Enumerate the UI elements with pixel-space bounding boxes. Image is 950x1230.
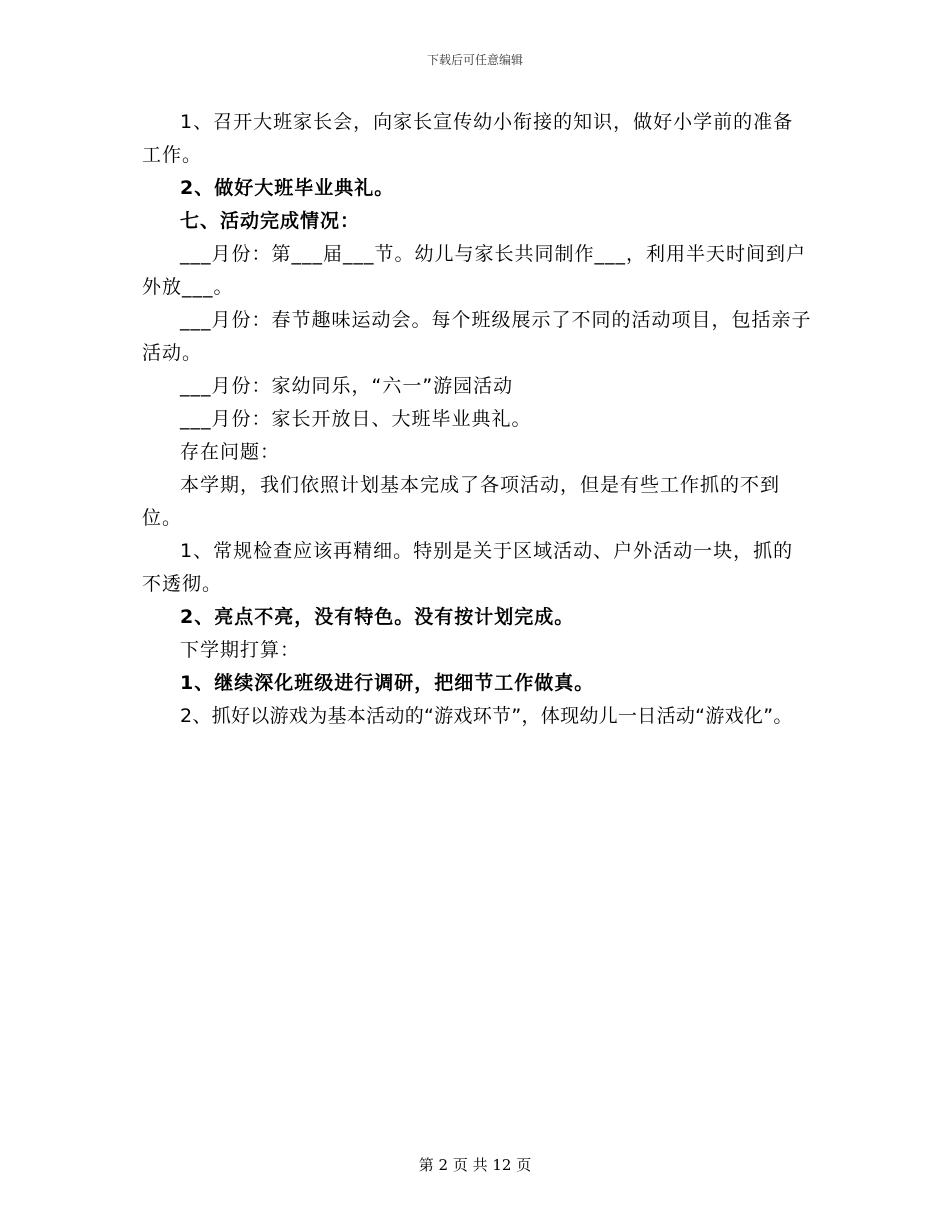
paragraph-5: ___月份：春节趣味运动会。每个班级展示了不同的活动项目，包括亲子活动。 [142, 309, 812, 364]
paragraph-6: ___月份：家幼同乐，“六一”游园活动 [180, 375, 514, 397]
paragraph-10: 1、常规检查应该再精细。特别是关于区域活动、户外活动一块，抓的不透彻。 [142, 540, 794, 595]
document-body [142, 106, 812, 733]
paragraph-7: ___月份：家长开放日、大班毕业典礼。 [180, 408, 532, 430]
paragraph-1: 1、召开大班家长会，向家长宣传幼小衔接的知识，做好小学前的准备工作。 [142, 111, 794, 166]
paragraph-4: ___月份：第___届___节。幼儿与家长共同制作___，利用半天时间到户外放___。 [142, 243, 807, 298]
page-header: 下载后可任意编辑 [426, 53, 523, 67]
section-heading-problems: 存在问题： [180, 441, 281, 463]
section-heading-next-semester: 下学期打算： [180, 639, 301, 661]
paragraph-14: 2、抓好以游戏为基本活动的“游戏环节”，体现幼儿一日活动“游戏化”。 [180, 705, 793, 727]
paragraph-2: 2、做好大班毕业典礼。 [180, 177, 395, 199]
section-heading-activity-completion: 七、活动完成情况： [180, 210, 361, 232]
page-footer: 第 2 页 共 12 页 [418, 1156, 532, 1174]
paragraph-13: 1、继续深化班级进行调研，把细节工作做真。 [180, 672, 595, 694]
paragraph-9: 本学期，我们依照计划基本完成了各项活动，但是有些工作抓的不到位。 [142, 474, 781, 529]
paragraph-11: 2、亮点不亮，没有特色。没有按计划完成。 [180, 606, 575, 628]
